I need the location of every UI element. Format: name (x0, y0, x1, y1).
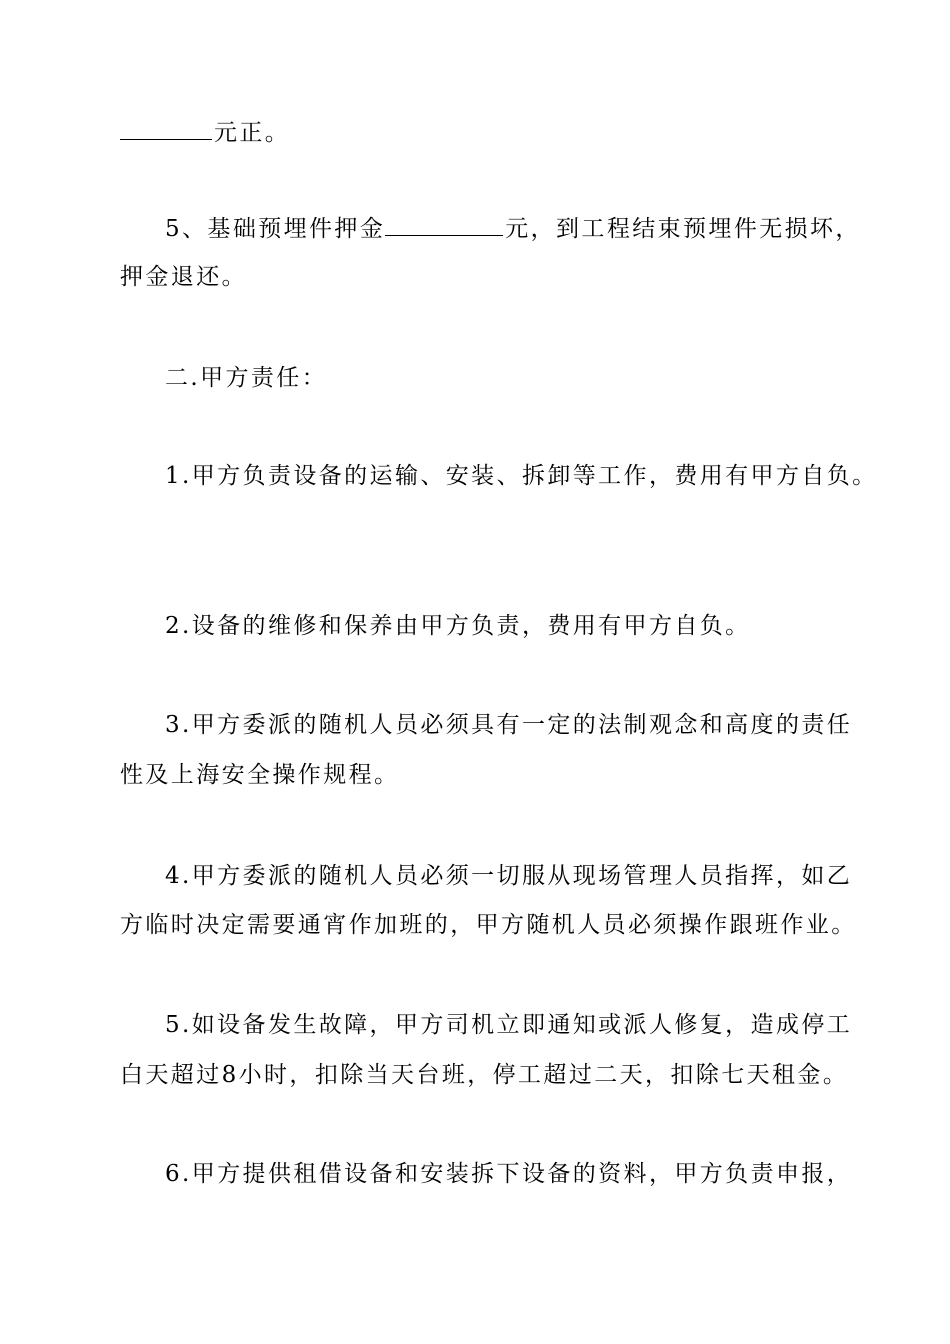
line-text: 6.甲方提供租借设备和安装拆下设备的资料，甲方负责申报， (165, 1161, 853, 1187)
line-text: 白天超过8小时，扣除当天台班，停工超过二天，扣除七天租金。 (120, 1062, 849, 1088)
line-text: 押金退还。 (120, 264, 247, 290)
fill-in-blank (120, 117, 212, 140)
fill-in-blank (385, 213, 503, 236)
paragraph-line (120, 117, 290, 147)
paragraph-line (165, 612, 751, 640)
paragraph-line (120, 761, 399, 789)
line-text: 元，到工程结束预埋件无损坏， (505, 216, 861, 242)
line-text: 方临时决定需要通宵作加班的，甲方随机人员必须操作跟班作业。 (120, 912, 857, 938)
line-text: 元正。 (214, 120, 291, 146)
line-text: 5、基础预埋件押金 (165, 216, 386, 242)
line-text: 5.如设备发生故障，甲方司机立即通知或派人修复，造成停工 (165, 1012, 853, 1038)
paragraph-line (120, 263, 247, 291)
paragraph-line (165, 1011, 852, 1039)
line-text: 4.甲方委派的随机人员必须一切服从现场管理人员指挥，如乙 (165, 863, 853, 889)
line-text: 3.甲方委派的随机人员必须具有一定的法制观念和高度的责任 (165, 712, 853, 738)
section-heading (165, 364, 327, 392)
paragraph-line (120, 911, 857, 939)
paragraph-line (120, 1061, 848, 1089)
paragraph-line (165, 711, 852, 739)
paragraph-line (165, 213, 861, 243)
paragraph-line (165, 1160, 852, 1188)
line-text: 2.设备的维修和保养由甲方负责，费用有甲方自负。 (165, 613, 751, 639)
paragraph-line (165, 462, 878, 490)
line-text: 二.甲方责任： (165, 365, 328, 391)
line-text: 1.甲方负责设备的运输、安装、拆卸等工作，费用有甲方自负。 (165, 463, 878, 489)
paragraph-line (165, 862, 852, 890)
line-text: 性及上海安全操作规程。 (120, 762, 400, 788)
